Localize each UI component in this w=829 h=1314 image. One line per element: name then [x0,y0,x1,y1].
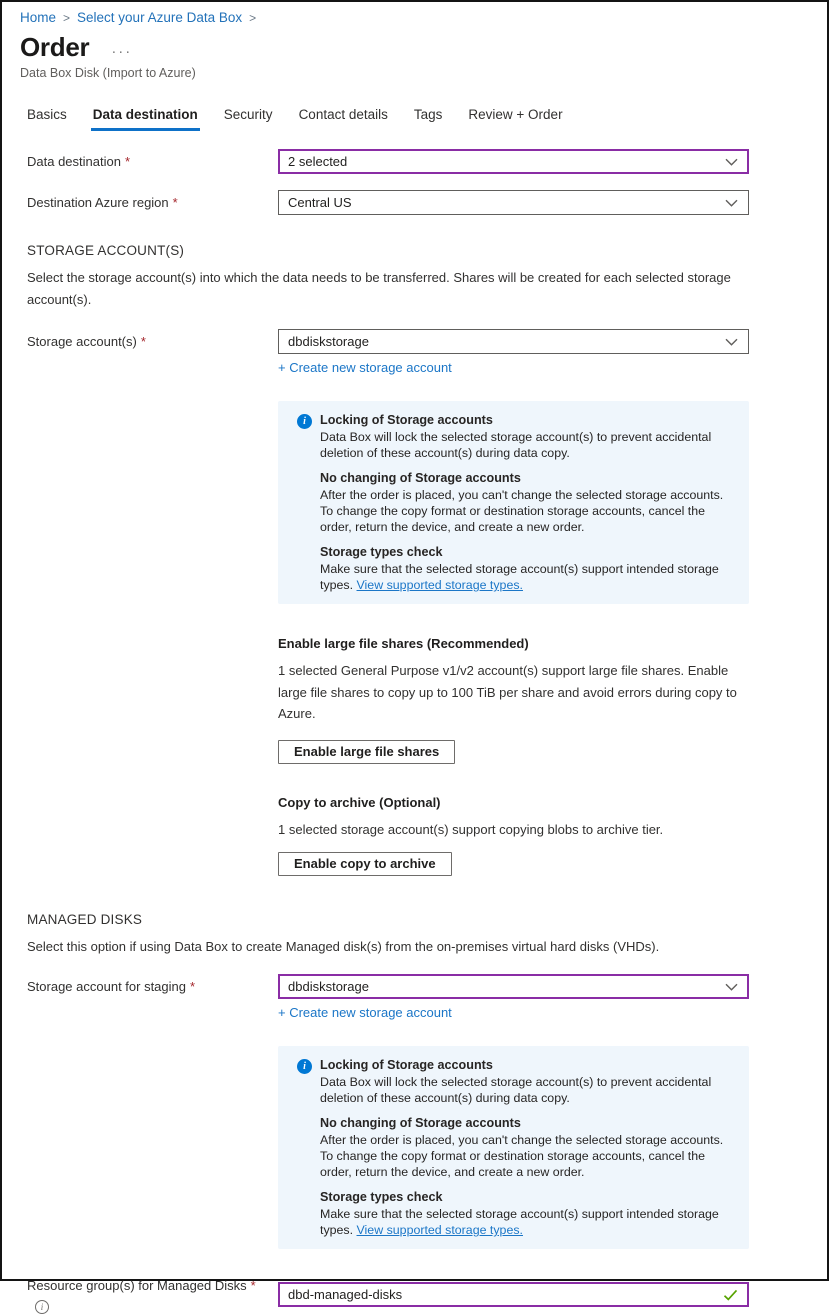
chevron-down-icon [725,199,738,207]
checkmark-icon [723,1289,738,1301]
info-section-title: Storage types check [320,1190,443,1204]
managed-disks-description: Select this option if using Data Box to create Managed disk(s) from the on-premises virtual hard disks (VHDs). [27,939,660,954]
data-destination-dropdown[interactable]: 2 selected [278,149,749,174]
storage-lock-info-box [278,401,749,604]
chevron-right-icon: > [249,10,257,25]
create-storage-account-link[interactable]: + Create new storage account [278,360,452,375]
info-icon: i [297,414,312,429]
storage-lock-info-box [278,1046,749,1249]
info-section-title: Storage types check [320,545,443,559]
enable-copy-to-archive-button[interactable]: Enable copy to archive [278,852,452,876]
info-section-body: After the order is placed, you can't change the selected storage accounts. To change the copy format or destination storage accounts, cancel the order, return the device, and create a new order. [320,488,724,534]
required-asterisk: * [140,334,146,349]
large-file-shares-description: 1 selected General Purpose v1/v2 account(s) support large file shares. Enable large file shares to copy up to 100 TiB per share and avoid errors during copy to Azure. [278,663,737,721]
storage-accounts-description: Select the storage account(s) into which the data needs to be transferred. Shares will be created for each selected storage account(s). [27,270,731,307]
section-heading-managed-disks: MANAGED DISKS [27,912,143,927]
resource-group-input[interactable]: dbd-managed-disks [278,1282,749,1307]
breadcrumb [20,10,827,25]
tab-security[interactable]: Security [223,107,273,122]
breadcrumb-link-select-azure-data-box[interactable]: Select your Azure Data Box [77,10,243,25]
storage-account-dropdown[interactable]: dbdiskstorage [278,329,749,354]
staging-account-dropdown[interactable]: dbdiskstorage [278,974,749,999]
breadcrumb-link-home[interactable]: Home [20,10,57,25]
copy-to-archive-description: 1 selected storage account(s) support copying blobs to archive tier. [278,821,664,837]
info-section-body: Data Box will lock the selected storage account(s) to prevent accidental deletion of these account(s) during data copy. [320,1075,712,1105]
chevron-down-icon [725,158,738,166]
chevron-down-icon [725,983,738,991]
info-section-body: Make sure that the selected storage account(s) support intended storage [320,1207,719,1221]
required-asterisk: * [250,1278,256,1293]
tab-tags[interactable]: Tags [413,107,443,122]
resource-group-label: Resource group(s) for Managed Disks * i [27,1278,256,1312]
info-section-title: No changing of Storage accounts [320,471,521,485]
info-section-body: types. [320,1223,354,1237]
copy-to-archive-heading: Copy to archive (Optional) [278,794,441,810]
page-title: Order [20,32,90,62]
required-asterisk: * [190,979,196,994]
more-options-ellipsis[interactable]: ··· [111,42,133,60]
section-heading-storage-accounts: STORAGE ACCOUNT(S) [27,243,185,258]
chevron-down-icon [725,338,738,346]
tab-contact-details[interactable]: Contact details [298,107,388,122]
tab-bar [27,107,827,131]
tab-review-order[interactable]: Review + Order [468,107,563,122]
required-asterisk: * [172,195,178,210]
info-section-body: After the order is placed, you can't change the selected storage accounts. To change the copy format or destination storage accounts, cancel the order, return the device, and create a new order. [320,1133,724,1179]
create-storage-account-link[interactable]: + Create new storage account [278,1005,452,1020]
supported-storage-types-link[interactable]: View supported storage types. [356,1223,523,1237]
destination-region-dropdown[interactable]: Central US [278,190,749,215]
large-file-shares-heading: Enable large file shares (Recommended) [278,636,529,651]
chevron-right-icon: > [63,10,71,25]
staging-account-label: Storage account for staging * [27,979,196,994]
required-asterisk: * [124,154,131,169]
storage-account-label: Storage account(s) * [27,334,146,349]
data-destination-label: Data destination * [27,154,131,169]
info-section-body: Make sure that the selected storage account(s) support intended storage [320,562,719,576]
info-outline-icon[interactable]: i [35,1300,49,1314]
info-icon: i [297,1059,312,1074]
info-section-body: types. [320,578,354,592]
enable-large-file-shares-button[interactable]: Enable large file shares [278,740,455,764]
info-section-title: Locking of Storage accounts [320,1058,493,1072]
info-section-body: Data Box will lock the selected storage account(s) to prevent accidental deletion of these account(s) during data copy. [320,430,712,460]
info-section-title: Locking of Storage accounts [320,413,493,427]
tab-data-destination[interactable]: Data destination [93,107,198,131]
supported-storage-types-link[interactable]: View supported storage types. [356,578,523,592]
destination-region-label: Destination Azure region * [27,195,178,210]
page-subtitle: Data Box Disk (Import to Azure) [20,66,196,80]
info-section-title: No changing of Storage accounts [320,1116,521,1130]
tab-basics[interactable]: Basics [27,107,67,122]
